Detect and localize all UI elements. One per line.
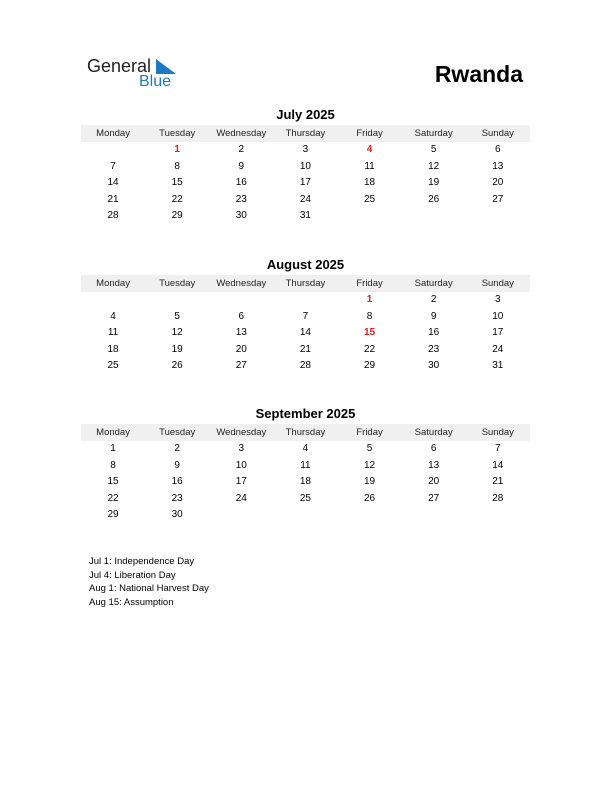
day-cell: 29: [364, 360, 376, 372]
weekday-label: Tuesday: [159, 128, 196, 139]
day-cell: 13: [235, 327, 247, 339]
day-cell: 13: [428, 459, 440, 471]
day-cell: 26: [171, 360, 183, 372]
day-cell: 23: [428, 343, 440, 355]
day-cell: 22: [171, 193, 183, 205]
weekday-label: Monday: [96, 278, 130, 289]
day-cell: 2: [430, 294, 437, 305]
day-cell: 29: [107, 509, 119, 521]
day-cell: 31: [492, 360, 504, 372]
day-cell: 30: [428, 360, 440, 372]
weekday-label: Monday: [96, 128, 130, 139]
day-cell: 2: [238, 144, 245, 155]
day-cell: 28: [107, 210, 119, 222]
day-cell: 21: [299, 343, 311, 355]
day-cell: 19: [364, 476, 376, 488]
day-cell: 30: [235, 210, 247, 222]
day-cell: 25: [107, 360, 119, 372]
holiday-note: Aug 15: Assumption: [89, 596, 174, 608]
day-cell: 8: [174, 160, 180, 172]
day-cell: 8: [366, 310, 373, 322]
day-cell: 12: [428, 160, 440, 172]
day-cell: 3: [302, 144, 309, 155]
day-cell: 30: [171, 509, 183, 521]
day-cell: 2: [174, 443, 180, 454]
day-cell: 27: [428, 492, 440, 504]
day-cell: 16: [428, 327, 440, 339]
weekday-label: Tuesday: [159, 278, 196, 289]
weekday-label: Thursday: [285, 427, 326, 438]
weekday-label: Sunday: [481, 427, 514, 438]
month-block: [81, 107, 530, 225]
day-cell: 28: [492, 492, 504, 504]
day-cell: 12: [171, 327, 183, 339]
weekday-label: Sunday: [481, 128, 514, 139]
week-row: [81, 474, 530, 491]
day-cell: 23: [235, 193, 247, 205]
day-cell: 4: [110, 310, 116, 322]
day-cell: 16: [171, 476, 183, 488]
day-cell: 17: [235, 476, 247, 488]
day-cell: 27: [492, 193, 504, 205]
week-row: [81, 491, 530, 508]
day-cell: 24: [235, 492, 247, 504]
day-cell: 1: [174, 144, 180, 155]
weekday-label: Monday: [96, 427, 130, 438]
day-cell: 20: [428, 476, 440, 488]
week-row: [81, 342, 530, 359]
weekday-header-row: [81, 424, 530, 441]
month-block: [81, 406, 530, 524]
day-cell: 17: [492, 327, 504, 339]
week-row: [81, 309, 530, 326]
day-cell: 1: [110, 443, 116, 454]
day-cell: 31: [299, 210, 311, 222]
day-cell: 23: [171, 492, 183, 504]
day-cell: 11: [364, 160, 375, 172]
day-cell: 10: [492, 310, 504, 322]
weekday-label: Thursday: [285, 128, 326, 139]
week-row: [81, 192, 530, 209]
day-cell: 7: [110, 160, 116, 172]
day-cell: 24: [299, 193, 311, 205]
day-cell: 10: [299, 160, 311, 172]
day-cell: 3: [238, 443, 245, 454]
day-cell: 15: [364, 327, 376, 339]
day-cell: 16: [235, 177, 247, 189]
logo-triangle-icon: [156, 59, 176, 74]
day-cell: 14: [299, 327, 311, 339]
weekday-label: Sunday: [481, 278, 514, 289]
holiday-note: Jul 1: Independence Day: [89, 556, 195, 567]
holiday-note: Jul 4: Liberation Day: [89, 569, 176, 581]
month-title: September 2025: [255, 406, 356, 421]
day-cell: 22: [364, 343, 376, 355]
day-cell: 9: [238, 160, 245, 172]
day-cell: 24: [492, 343, 504, 355]
day-cell: 15: [171, 177, 183, 189]
day-cell: 25: [364, 193, 376, 205]
day-cell: 7: [302, 310, 309, 322]
day-cell: 4: [302, 443, 309, 454]
day-cell: 11: [300, 459, 311, 471]
day-cell: 9: [430, 310, 437, 322]
day-cell: 5: [430, 144, 437, 155]
weekday-label: Friday: [356, 278, 383, 289]
day-cell: 7: [495, 443, 501, 454]
logo-text-blue: Blue: [139, 73, 172, 90]
day-cell: 26: [428, 193, 440, 205]
day-cell: 26: [364, 492, 376, 504]
country-title: Rwanda: [434, 61, 523, 87]
day-cell: 6: [430, 443, 437, 454]
day-cell: 18: [299, 476, 311, 488]
week-row: [81, 507, 530, 524]
day-cell: 5: [366, 443, 373, 454]
month-title: August 2025: [266, 257, 345, 272]
weekday-label: Friday: [356, 427, 383, 438]
weekday-label: Saturday: [414, 278, 453, 289]
month-block: [81, 257, 530, 375]
day-cell: 21: [492, 476, 504, 488]
week-row: [81, 325, 530, 342]
holiday-notes: [89, 555, 209, 609]
day-cell: 9: [174, 459, 180, 471]
week-row: [81, 142, 530, 159]
week-row: [81, 292, 530, 309]
week-row: [81, 358, 530, 375]
weekday-label: Wednesday: [216, 278, 267, 289]
day-cell: 15: [107, 476, 119, 488]
day-cell: 25: [299, 492, 311, 504]
day-cell: 5: [174, 310, 180, 322]
day-cell: 12: [364, 459, 376, 471]
week-row: [81, 208, 530, 225]
day-cell: 6: [238, 310, 245, 322]
day-cell: 19: [428, 177, 440, 189]
weekday-label: Saturday: [414, 128, 453, 139]
logo: [87, 56, 187, 92]
holiday-note: Aug 1: National Harvest Day: [89, 583, 209, 594]
weekday-header-row: [81, 275, 530, 292]
day-cell: 17: [299, 177, 311, 189]
day-cell: 6: [495, 144, 501, 155]
day-cell: 20: [235, 343, 247, 355]
week-row: [81, 159, 530, 176]
day-cell: 18: [107, 343, 119, 355]
day-cell: 21: [107, 193, 119, 205]
weekday-header-row: [81, 125, 530, 142]
logo-text-general: General: [87, 56, 152, 76]
day-cell: 28: [299, 360, 311, 372]
day-cell: 1: [366, 294, 373, 305]
weekday-label: Thursday: [285, 278, 326, 289]
day-cell: 14: [492, 459, 504, 471]
weekday-label: Friday: [356, 128, 383, 139]
day-cell: 18: [364, 177, 376, 189]
week-row: [81, 458, 530, 475]
week-row: [81, 175, 530, 192]
day-cell: 29: [171, 210, 183, 222]
weekday-label: Tuesday: [159, 427, 196, 438]
day-cell: 20: [492, 177, 504, 189]
day-cell: 8: [110, 459, 116, 471]
week-row: [81, 441, 530, 458]
day-cell: 13: [492, 160, 504, 172]
weekday-label: Wednesday: [216, 427, 267, 438]
month-title: July 2025: [276, 107, 335, 122]
day-cell: 27: [235, 360, 247, 372]
weekday-label: Wednesday: [216, 128, 267, 139]
day-cell: 3: [495, 294, 501, 305]
day-cell: 11: [107, 327, 119, 339]
weekday-label: Saturday: [414, 427, 453, 438]
day-cell: 10: [235, 459, 247, 471]
day-cell: 19: [171, 343, 183, 355]
day-cell: 4: [366, 144, 373, 155]
day-cell: 14: [107, 177, 119, 189]
day-cell: 22: [107, 492, 119, 504]
